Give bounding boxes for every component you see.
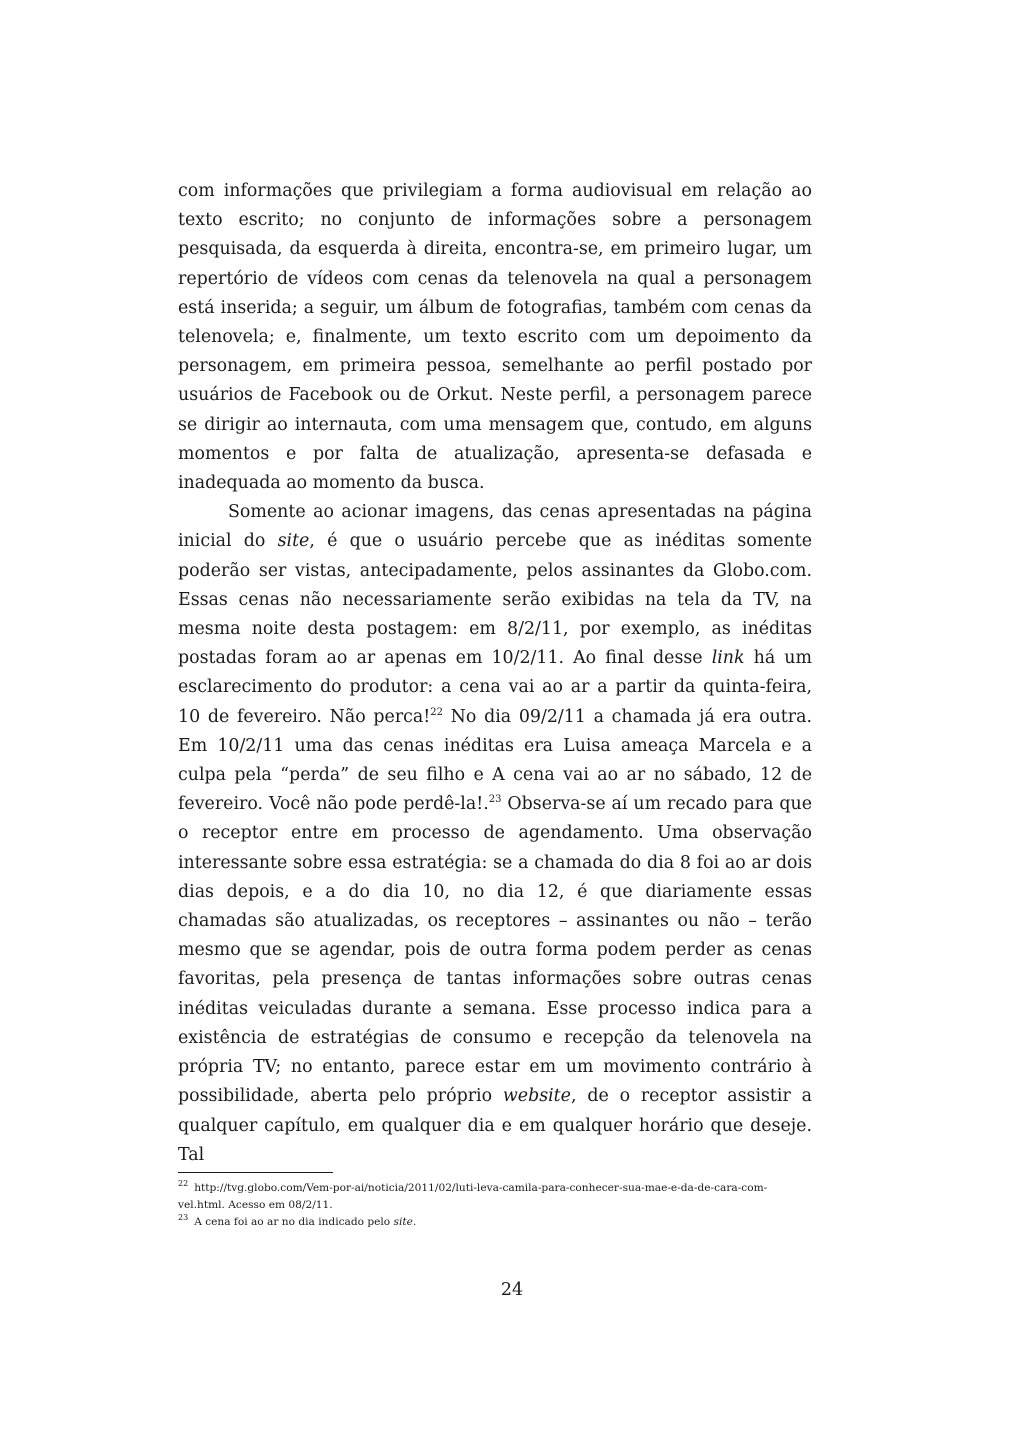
footnote-ref-23[interactable]: 23 — [488, 794, 502, 806]
paragraph-2 — [178, 498, 812, 1170]
footnote-text[interactable]: http://tvg.globo.com/Vem-por-ai/noticia/2011/02/luti-leva-camila-para-conhecer-sua-mae-e-da-de-cara-com-vel.html. Acesso em 08/2/11. — [178, 1182, 768, 1211]
footnote-23 — [178, 1214, 812, 1231]
footnote-ref-22[interactable]: 22 — [430, 706, 443, 718]
footnote-italic-site: site — [393, 1216, 413, 1228]
paragraph-2-text-a: Somente ao acionar imagens, das cenas apresentadas na página inicial do — [178, 502, 812, 552]
footnote-divider — [178, 1172, 333, 1173]
italic-site: site — [277, 531, 310, 552]
body-text — [178, 177, 812, 1170]
paragraph-1-text: com informações que privilegiam a forma audiovisual em relação ao texto escrito; no conjunto de informações sobre a personagem pesquisada, da esquerda à direita, encontra-se, em primeiro lugar, um repertório de vídeos com cenas da telenovela na qual a personagem está inserida; a seguir, um álbum de fotografias, também com cenas da telenovela; e, finalmente, um texto escrito com um depoimento da personagem, em primeira pessoa, semelhante ao perfil postado por usuários de Facebook ou de Orkut. Neste perfil, a personagem parece se dirigir ao internauta, com uma mensagem que, contudo, em alguns momentos e por falta de atualização, apresenta-se defasada e inadequada ao momento da busca. — [178, 181, 812, 494]
paragraph-1 — [178, 177, 812, 498]
footnote-22 — [178, 1180, 812, 1214]
footnote-text-b: . — [412, 1216, 417, 1228]
paragraph-2-text-d: No dia 09/2/11 a chamada já era outra. Em 10/2/11 uma das cenas inéditas era Luisa ameaça Marcela e a culpa pela “perda” de seu filho e A cena vai ao ar no sábado, 12 de fevereiro. Você não pode perdê-la!. — [178, 706, 812, 815]
italic-link: link — [711, 648, 745, 669]
paragraph-2-text-b: , é que o usuário percebe que as inéditas somente poderão ser vistas, antecipadamente, pelos assinantes da Globo.com. Essas cenas não necessariamente serão exibidas na tela da TV, na mesma noite desta postagem: em 8/2/11, por exemplo, as inéditas postadas foram ao ar apenas em 10/2/11. Ao final desse — [178, 531, 812, 669]
footnote-number: 23 — [178, 1213, 189, 1223]
footnote-text-a: A cena foi ao ar no dia indicado pelo — [194, 1216, 394, 1228]
footnote-number: 22 — [178, 1179, 189, 1189]
paragraph-2-text-e: Observa-se aí um recado para que o receptor entre em processo de agendamento. Uma observação interessante sobre essa estratégia: se a chamada do dia 8 foi ao ar dois dias depois, e a do dia 10, no dia 12, é que diariamente essas chamadas são atualizadas, os receptores – assinantes ou não – terão mesmo que se agendar, pois de outra forma podem perder as cenas favoritas, pela presença de tantas informações sobre outras cenas inéditas veiculadas durante a semana. Esse processo indica para a existência de estratégias de consumo e recepção da telenovela na própria TV; no entanto, parece estar em um movimento contrário à possibilidade, aberta pelo próprio — [178, 794, 812, 1107]
italic-website: website — [502, 1086, 571, 1107]
paragraph-2-text-f: , de o receptor assistir a qualquer capítulo, em qualquer dia e em qualquer horário que deseje. Tal — [178, 1086, 812, 1165]
paragraph-2-text-c: há um esclarecimento do produtor: a cena vai ao ar a partir da quinta-feira, 10 de fevereiro. Não perca! — [178, 648, 812, 727]
page-number: 24 — [500, 1280, 524, 1300]
footnotes — [178, 1180, 812, 1231]
